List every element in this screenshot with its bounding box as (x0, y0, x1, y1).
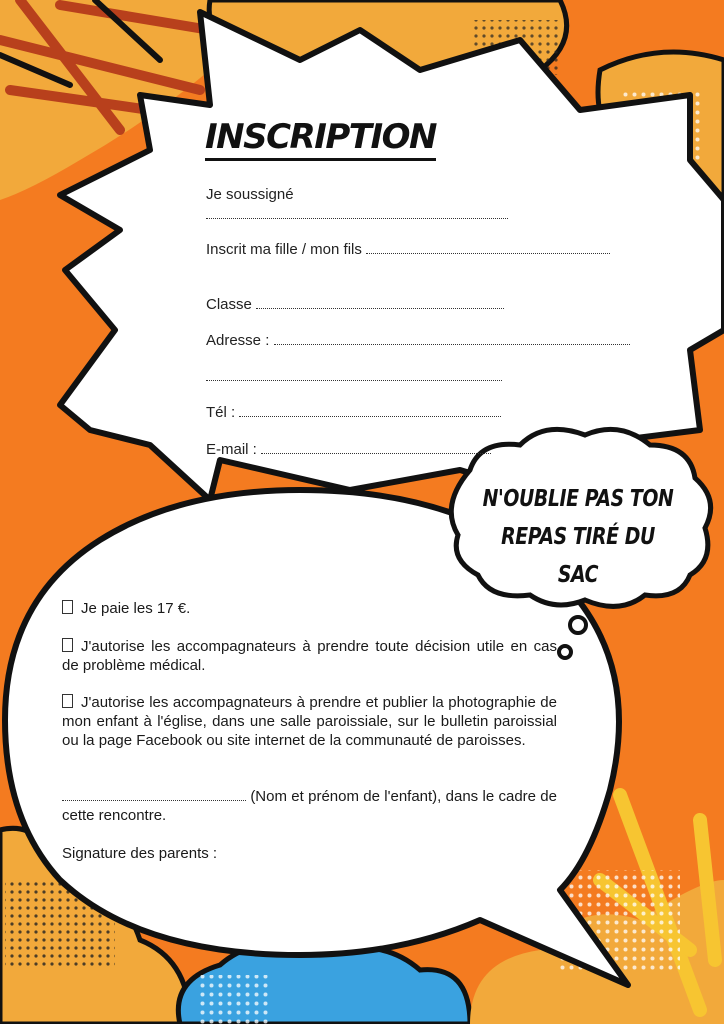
meal-reminder-line-1: N'OUBLIE PAS TON (482, 486, 674, 512)
child-name-note: (Nom et prénom de l'enfant), dans le cadre de cette rencontre. (62, 788, 557, 824)
authorization-medical (62, 637, 557, 675)
field-tel (206, 404, 501, 421)
payment-checkbox[interactable] (62, 600, 73, 614)
signature-label: Signature des parents : (62, 845, 218, 862)
medical-checkbox[interactable] (62, 638, 73, 652)
photo-checkbox[interactable] (62, 694, 73, 708)
page-title: INSCRIPTION (205, 118, 436, 161)
authorization-payment (62, 599, 557, 618)
field-adresse (206, 332, 630, 349)
field-soussigne-blank[interactable] (206, 206, 508, 223)
field-adresse-blank[interactable] (274, 332, 630, 345)
field-adresse-blank-2[interactable] (206, 368, 502, 385)
field-inscrit-blank[interactable] (366, 241, 610, 254)
authorization-photo (62, 693, 557, 750)
field-soussigne-label: Je soussigné (206, 186, 294, 203)
meal-reminder-line-2: REPAS TIRÉ DU SAC (501, 524, 655, 588)
field-email-blank[interactable] (261, 441, 491, 454)
meal-reminder (478, 480, 678, 594)
parent-signature (62, 844, 557, 863)
photo-text: J'autorise les accompagnateurs à prendre et publier la photographie de mon enfant à l'église, dans une salle paroissiale, sur le bulletin paroissial ou la page Facebook ou site internet de la communauté de paroisses. (62, 694, 557, 749)
field-classe (206, 296, 504, 313)
child-name-blank[interactable] (62, 788, 246, 801)
field-email (206, 441, 491, 458)
field-email-label: E-mail : (206, 441, 257, 458)
child-name-field (62, 787, 557, 825)
field-soussigne (206, 186, 294, 203)
field-adresse-label: Adresse : (206, 332, 270, 349)
field-classe-label: Classe (206, 296, 252, 313)
field-inscrit-label: Inscrit ma fille / mon fils (206, 241, 362, 258)
field-tel-blank[interactable] (239, 404, 501, 417)
field-tel-label: Tél : (206, 404, 236, 421)
field-classe-blank[interactable] (256, 296, 504, 309)
payment-text: Je paie les 17 €. (81, 600, 191, 617)
medical-text: J'autorise les accompagnateurs à prendre toute décision utile en cas de problème médical. (62, 638, 557, 674)
field-inscrit (206, 241, 610, 258)
